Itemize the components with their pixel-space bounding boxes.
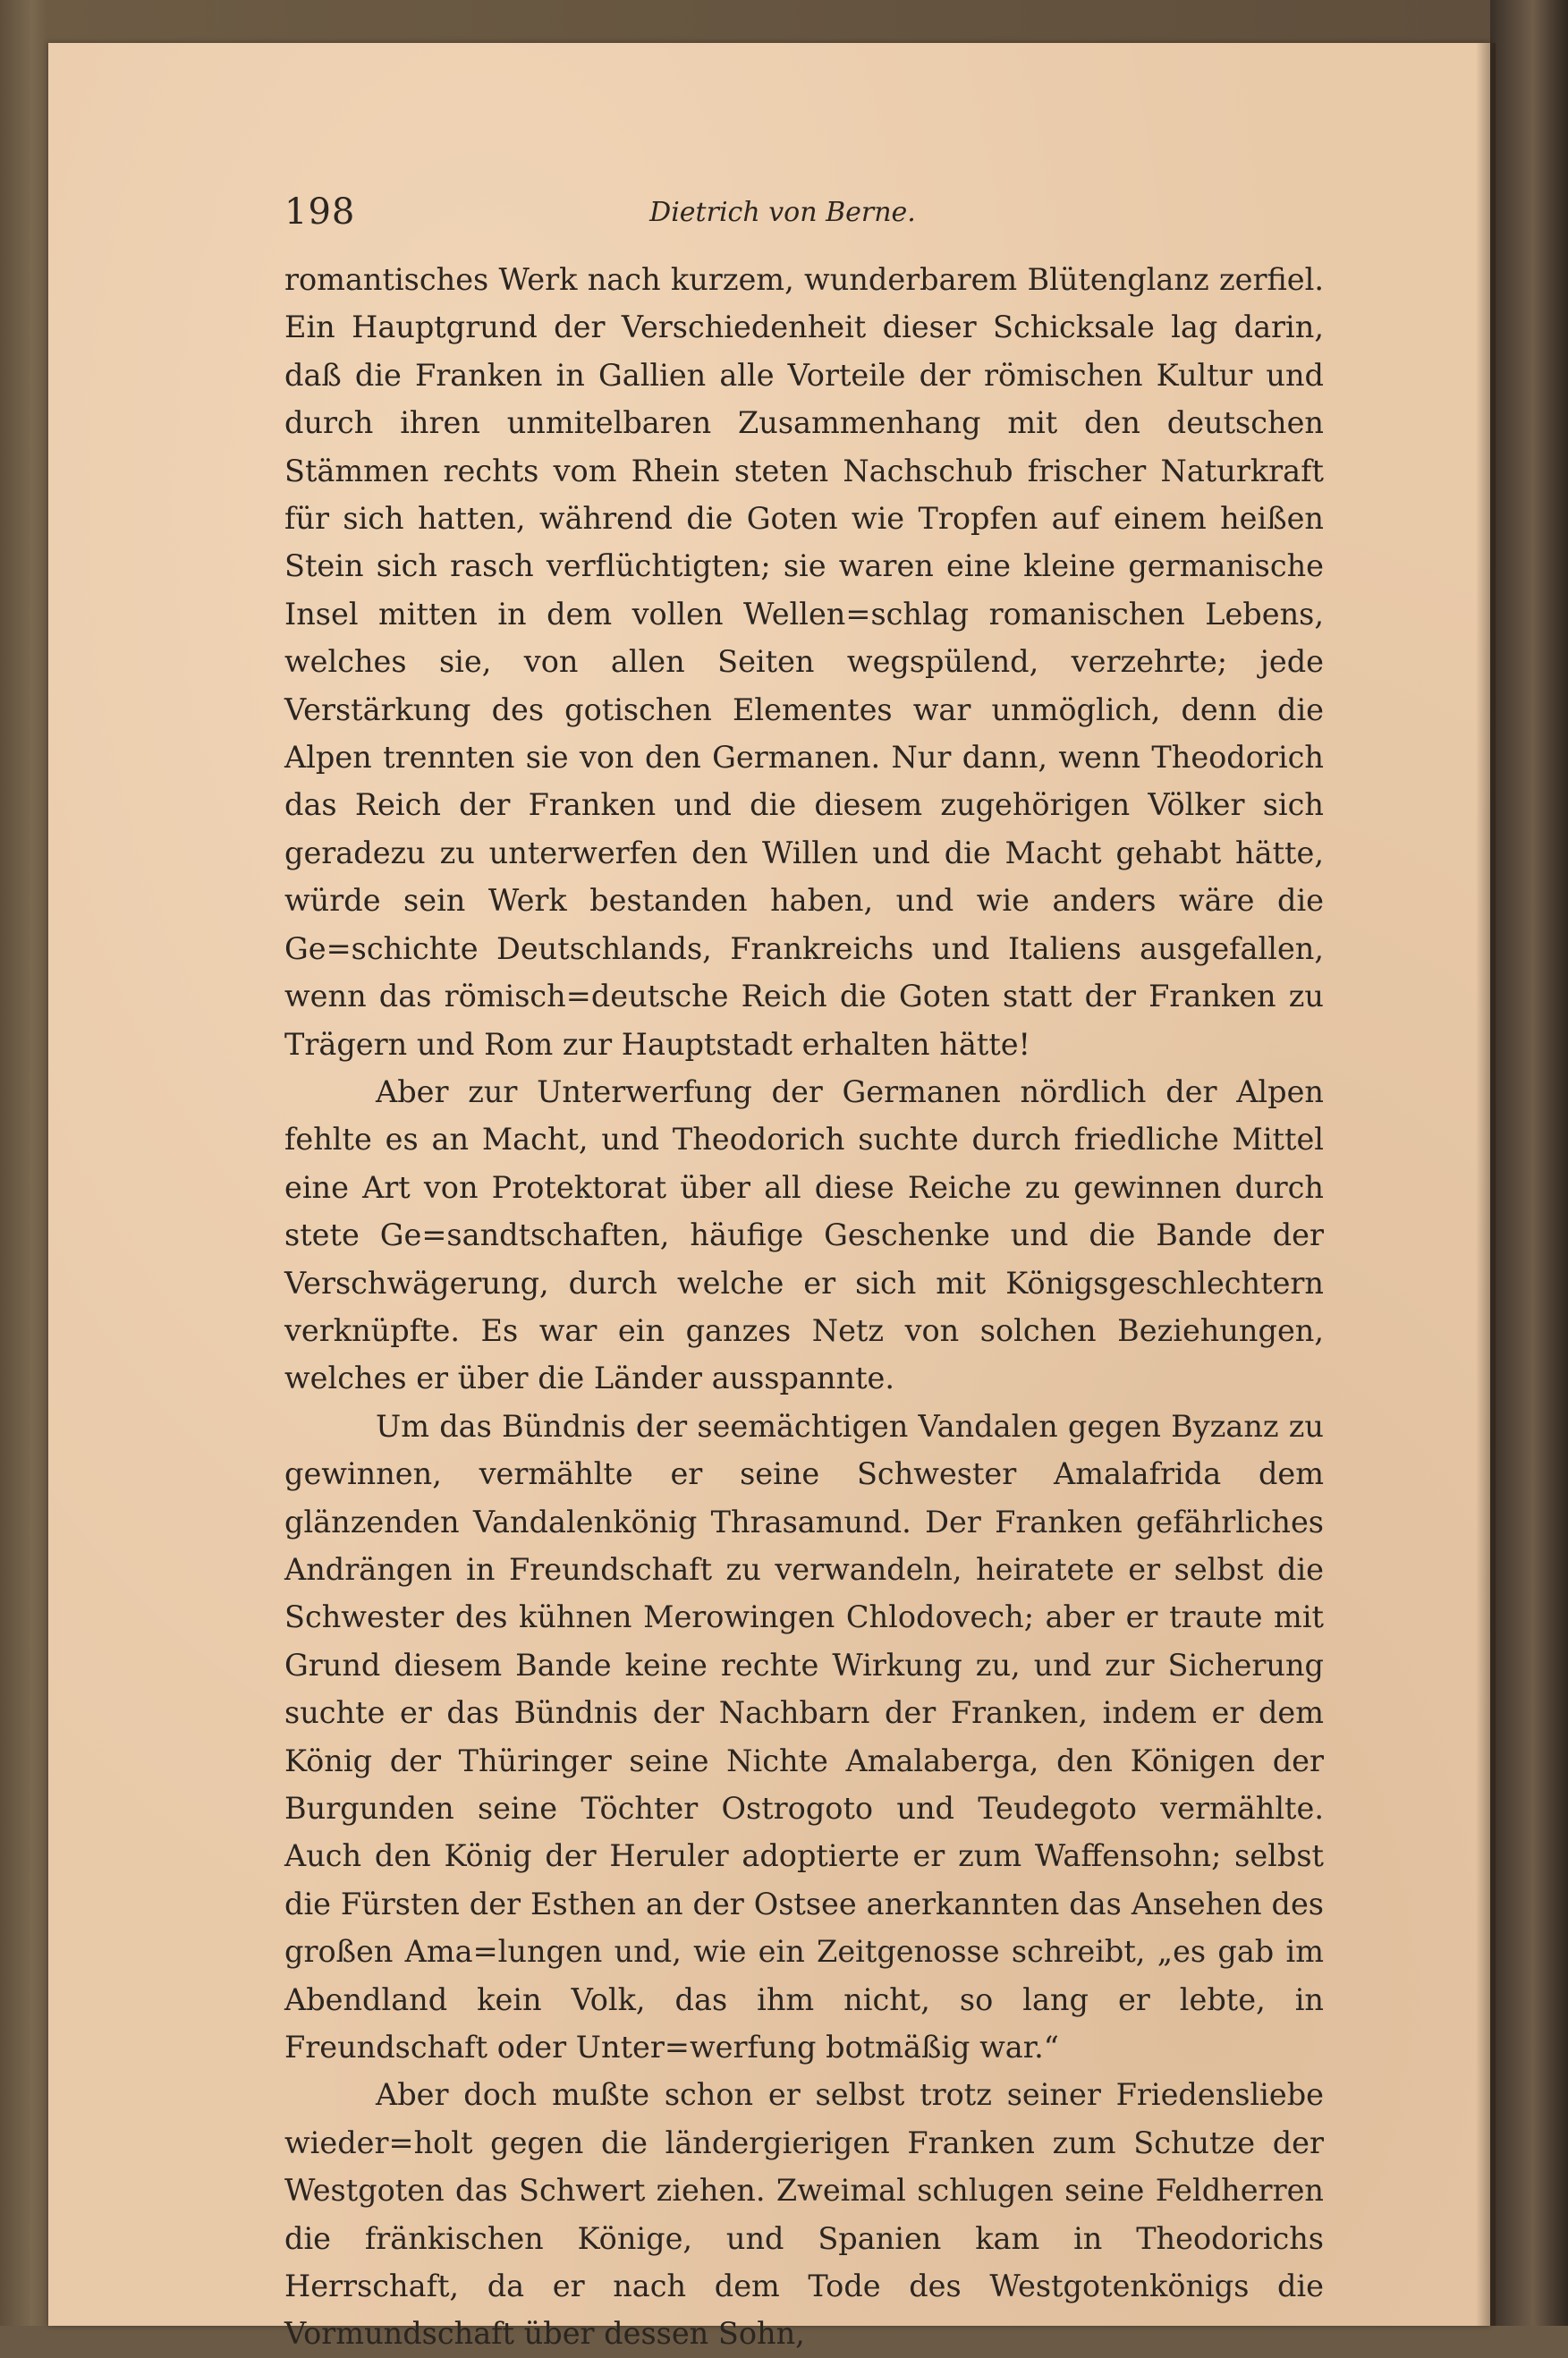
paragraph-4: Aber doch mußte schon er selbst trotz seiner Friedensliebe wieder=holt gegen die ländergierigen Franken zum Schutze der Westgoten das Schwert ziehen. Zweimal schlugen seine Feldherren die fränkischen Könige, und Spanien kam in Theodorichs Herrschaft, da er nach dem Tode des Westgotenkönigs die Vormundschaft über dessen Sohn, [284,2077,1324,2352]
paragraph-1: romantisches Werk nach kurzem, wunderbarem Blütenglanz zerfiel. Ein Hauptgrund der Verschiedenheit dieser Schicksale lag darin, daß die Franken in Gallien alle Vorteile der römischen Kultur und durch ihren unmitelbaren Zusammenhang mit den deutschen Stämmen rechts vom Rhein steten Nachschub frischer Naturkraft für sich hatten, während die Goten wie Tropfen auf einem heißen Stein sich rasch verflüchtigten; sie waren eine kleine germanische Insel mitten in dem vollen Wellen=schlag romanischen Lebens, welches sie, von allen Seiten wegspülend, verzehrte; jede Verstärkung des gotischen Elementes war unmöglich, denn die Alpen trennten sie von den Germanen. Nur dann, wenn Theodorich das Reich der Franken und die diesem zugehörigen Völker sich geradezu zu unterwerfen den Willen und die Macht gehabt hätte, würde sein Werk bestanden haben, und wie anders wäre die Ge=schichte Deutschlands, Frankreichs und Italiens ausgefallen, wenn das römisch=deutsche Reich die Goten statt der Franken zu Trägern und Rom zur Hauptstadt erhalten hätte! [284,262,1324,1062]
paragraph-3: Um das Bündnis der seemächtigen Vandalen gegen Byzanz zu gewinnen, vermählte er seine Schwester Amalafrida dem glänzenden Vandalenkönig Thrasamund. Der Franken gefährliches Andrängen in Freundschaft zu verwandeln, heiratete er selbst die Schwester des kühnen Merowingen Chlodovech; aber er traute mit Grund diesem Bande keine rechte Wirkung zu, und zur Sicherung suchte er das Bündnis der Nachbarn der Franken, indem er dem König der Thüringer seine Nichte Amalaberga, den Königen der Burgunden seine Töchter Ostrogoto und Teudegoto vermählte. Auch den König der Heruler adoptierte er zum Waffensohn; selbst die Fürsten der Esthen an der Ostsee anerkannten das Ansehen des großen Ama=lungen und, wie ein Zeitgenosse schreibt, „es gab im Abendland kein Volk, das ihm nicht, so lang er lebte, in Freundschaft oder Unter=werfung botmäßig war.“ [284,1408,1324,2065]
body-text [284,256,1324,2358]
running-head: Dietrich von Berne. [649,197,916,228]
paragraph-2: Aber zur Unterwerfung der Germanen nördlich der Alpen fehlte es an Macht, und Theodorich suchte durch friedliche Mittel eine Art von Protektorat über all diese Reiche zu gewinnen durch stete Ge=sandtschaften, häufige Geschenke und die Bande der Verschwägerung, durch welche er sich mit Königsgeschlechtern verknüpfte. Es war ein ganzes Netz von solchen Beziehungen, welches er über die Länder ausspannte. [284,1073,1324,1396]
page-gutter-shadow [1476,43,1496,2326]
page-header [233,188,1333,242]
page-number: 198 [284,191,356,233]
book-spine [1490,0,1568,2326]
